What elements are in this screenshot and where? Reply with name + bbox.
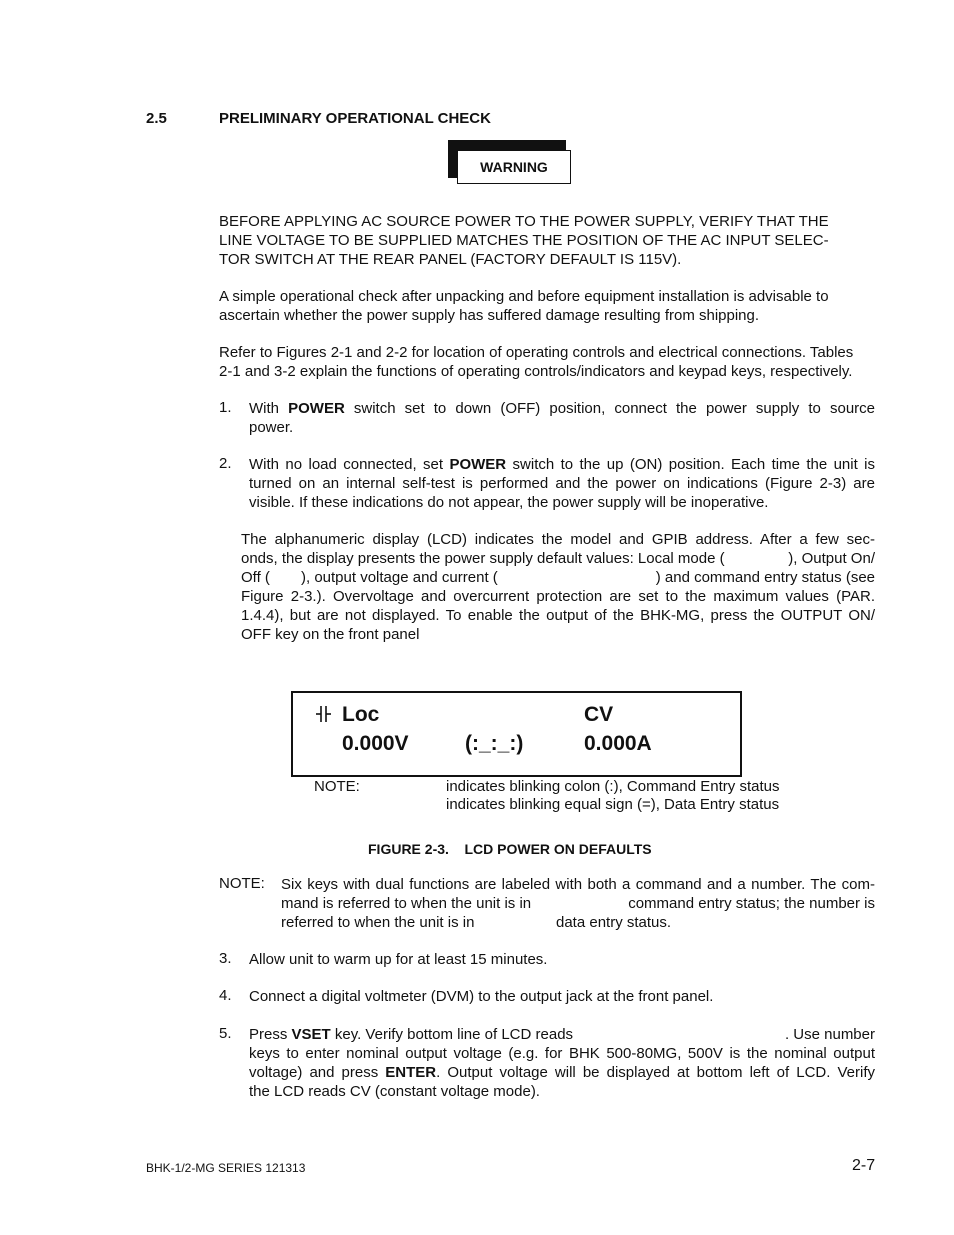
figure-note-line: indicates blinking equal sign (=), Data Entry status [446,796,780,813]
warning-text-line: LINE VOLTAGE TO BE SUPPLIED MATCHES THE POSITION OF THE AC INPUT SELEC- [219,232,829,249]
step-2-text [249,455,875,512]
step-5-pre: Press [249,1026,292,1043]
lcd-para-segment: ), output voltage and current ( [301,569,498,586]
section-number: 2.5 [146,110,167,127]
lcd-para-line [241,568,875,587]
lcd-mode: Loc [342,703,380,726]
refer-paragraph [219,343,875,381]
warning-box [448,140,574,187]
figure-note-line: indicates blinking colon (:), Command Entry status [446,778,780,795]
note-label: NOTE: [219,875,265,892]
intro-paragraph [219,287,875,325]
warning-text-line: BEFORE APPLYING AC SOURCE POWER TO THE POWER SUPPLY, VERIFY THAT THE [219,213,829,230]
lcd-para-segment: ), Output On/ [788,550,875,567]
note-segment: referred to when the unit is in [281,914,475,931]
refer-line: 2-1 and 3-2 explain the functions of operating controls/indicators and keypad keys, respectively. [219,363,853,380]
step-5-post: . Output voltage will be displayed at bottom left of LCD. Verify [436,1064,875,1081]
note-line [281,894,875,913]
power-keyword: POWER [449,456,507,473]
step-5-segment [249,1025,573,1044]
warning-text-line: TOR SWITCH AT THE REAR PANEL (FACTORY DEFAULT IS 115V). [219,251,682,268]
step-1-post: switch set to down (OFF) position, connect the power supply to source [344,400,875,417]
note-text [281,875,875,932]
step-5-text [249,1025,875,1101]
note-line: Six keys with dual functions are labeled with both a command and a number. The com- [281,876,875,893]
lcd-para-line: 1.4.4), but are not displayed. To enable the output of the BHK-MG, press the OUTPUT ON/ [241,607,875,624]
lcd-current: 0.000A [584,732,652,755]
lcd-para-line [241,549,875,568]
note-segment: data entry status. [556,914,672,931]
lcd-status: CV [584,703,614,726]
step-5-segment: . Use number [784,1026,875,1043]
warning-text [219,212,875,269]
step-3-number: 3. [219,950,232,967]
step-2-post: switch to the up (ON) position. Each time the unit is [506,456,876,473]
page-number: 2-7 [852,1157,876,1174]
intro-line: A simple operational check after unpacking and before equipment installation is advisable to [219,288,829,305]
step-2-line: visible. If these indications do not appear, the power supply will be inoperative. [249,494,769,511]
power-keyword: POWER [288,400,345,417]
lcd-paragraph [241,530,875,644]
step-3-text: Allow unit to warm up for at least 15 minutes. [249,951,548,968]
step-5-line [249,1025,875,1044]
enter-keyword: ENTER [385,1064,437,1081]
step-1-text [249,399,875,437]
step-1-number: 1. [219,399,232,416]
step-5-post: key. Verify bottom line of LCD reads [330,1026,574,1043]
note-segment: mand is referred to when the unit is in [281,895,532,912]
lcd-para-line: OFF key on the front panel [241,626,420,643]
lcd-entry-status: (:_:_:) [465,732,524,755]
step-2-pre: With no load connected, set [249,456,450,473]
lcd-para-segment: onds, the display presents the power supply default values: Local mode ( [241,550,725,567]
figure-caption: FIGURE 2-3. LCD POWER ON DEFAULTS [368,841,652,857]
step-5-number: 5. [219,1025,232,1042]
step-5-line: keys to enter nominal output voltage (e.g. for BHK 500-80MG, 500V is the nominal output [249,1045,875,1062]
figure-note-label: NOTE: [314,778,360,795]
step-2-line [249,455,875,474]
note-line [281,913,875,932]
step-4-text: Connect a digital voltmeter (DVM) to the output jack at the front panel. [249,988,714,1005]
vset-keyword: VSET [291,1026,331,1043]
step-1-pre: With [249,400,289,417]
step-1-line: power. [249,419,294,436]
lcd-voltage: 0.000V [342,732,409,755]
step-2-line: turned on an internal self-test is performed and the power on indications (Figure 2-3) are [249,475,875,492]
lcd-para-line: Figure 2-3.). Overvoltage and overcurrent protection are set to the maximum values (PAR. [241,588,875,605]
step-1-line [249,399,875,418]
step-5-pre: voltage) and press [249,1064,386,1081]
note-segment: command entry status; the number is [628,895,875,912]
step-4-number: 4. [219,987,232,1004]
lcd-para-line: The alphanumeric display (LCD) indicates the model and GPIB address. After a few sec- [241,531,875,548]
footer-document-id: BHK-1/2-MG SERIES 121313 [146,1161,306,1175]
blinking-colon-icon [312,703,334,725]
refer-line: Refer to Figures 2-1 and 2-2 for location of operating controls and electrical connections. Tables [219,344,854,361]
section-title: PRELIMINARY OPERATIONAL CHECK [219,110,491,127]
warning-label: WARNING [457,150,571,184]
step-5-line: the LCD reads CV (constant voltage mode). [249,1083,540,1100]
step-5-line [249,1063,875,1082]
intro-line: ascertain whether the power supply has suffered damage resulting from shipping. [219,307,760,324]
lcd-para-segment: Off ( [241,569,270,586]
lcd-para-segment: ) and command entry status (see [655,569,875,586]
step-2-number: 2. [219,455,232,472]
